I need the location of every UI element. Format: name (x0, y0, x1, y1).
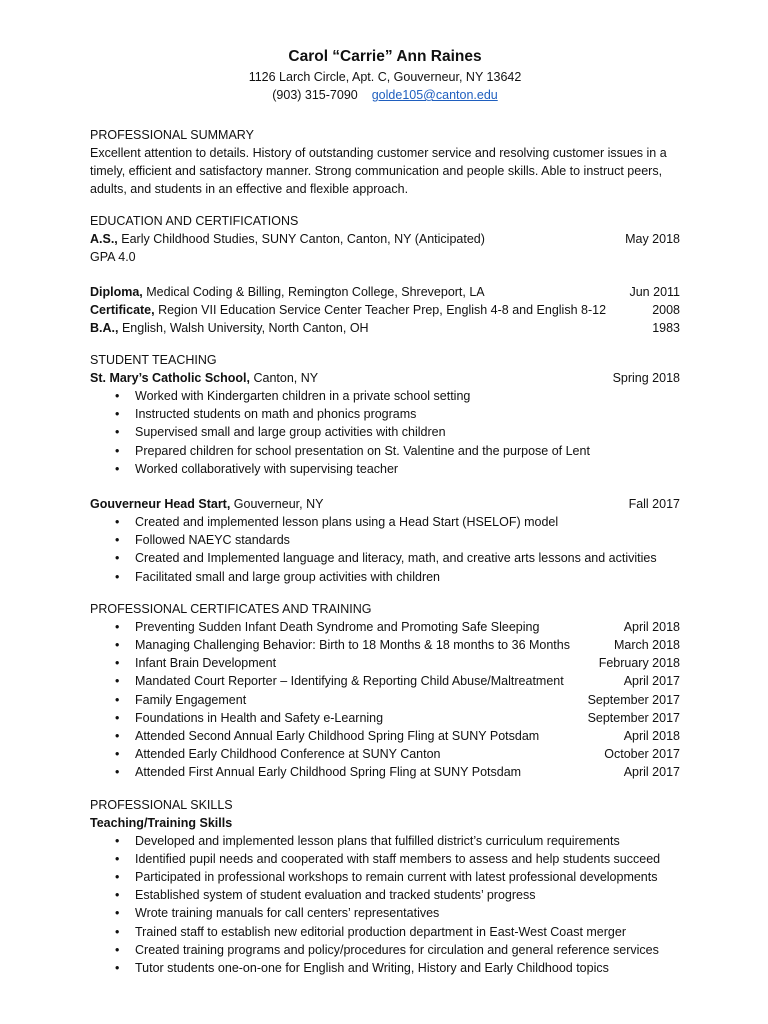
degree: A.S., (90, 232, 118, 246)
list-item: • Followed NAEYC standards (90, 531, 680, 549)
list-item: • Tutor students one-on-one for English and Writing, History and Early Childhood topics (90, 959, 680, 977)
email-link[interactable]: golde105@canton.edu (371, 88, 498, 102)
school-name: St. Mary’s Catholic School, (90, 371, 250, 385)
degree-detail: Early Childhood Studies, SUNY Canton, Canton, NY (Anticipated) (117, 232, 485, 246)
item-text: • Family Engagement (135, 692, 247, 707)
phone: (903) 315-7090 (272, 88, 358, 102)
date: Jun 2011 (629, 285, 680, 299)
date: 2008 (652, 303, 680, 317)
certificates-section (90, 600, 680, 782)
date: Fall 2017 (628, 497, 680, 512)
list-item: • Established system of student evaluation and tracked students’ progress (90, 886, 680, 904)
item-text: • Preventing Sudden Infant Death Syndrome and Promoting Safe Sleeping (135, 619, 540, 634)
resume-page (90, 46, 680, 977)
date: May 2018 (625, 232, 680, 246)
list-item: • Developed and implemented lesson plans that fulfilled district’s curriculum requirements (90, 832, 680, 850)
resume-header (90, 46, 680, 104)
school-name: Gouverneur Head Start, (90, 497, 231, 512)
list-item: • Prepared children for school presentation on St. Valentine and the purpose of Lent (90, 442, 680, 460)
degree: Diploma, (90, 285, 143, 299)
date: 1983 (652, 321, 680, 335)
list-item: • Participated in professional workshops to remain current with latest professional developments (90, 868, 680, 886)
contact-line (90, 86, 680, 104)
item-text: • Mandated Court Reporter – Identifying & Reporting Child Abuse/Maltreatment (135, 674, 564, 689)
summary-section (90, 126, 680, 198)
list-item (90, 727, 680, 745)
list-item (90, 745, 680, 763)
list-item (90, 636, 680, 654)
bullet-list (90, 513, 680, 586)
skills-list (90, 832, 680, 978)
date: Spring 2018 (612, 371, 680, 385)
list-item: • Worked with Kindergarten children in a private school setting (90, 387, 680, 405)
list-item (90, 709, 680, 727)
list-item: • Worked collaboratively with supervising teacher (90, 460, 680, 478)
education-entry (90, 301, 680, 319)
degree-detail: English, Walsh University, North Canton, OH (118, 321, 369, 335)
list-item: • Wrote training manuals for call centers’ representatives (90, 904, 680, 922)
school-location: Gouverneur, NY (230, 497, 324, 512)
list-item: • Created training programs and policy/procedures for circulation and general reference services (90, 941, 680, 959)
education-entry (90, 283, 680, 301)
summary-text: Excellent attention to details. History of outstanding customer service and resolving customer issues in a timely, efficient and satisfactory manner. Strong communication and people skills. Able to instruct peers, adults, and students in an effective and flexible approach. (90, 146, 667, 196)
degree-detail: Medical Coding & Billing, Remington College, Shreveport, LA (142, 285, 485, 299)
item-date: April 2018 (623, 619, 680, 634)
student-teaching-section (90, 351, 680, 586)
section-title: PROFESSIONAL CERTIFICATES AND TRAINING (90, 601, 372, 616)
list-item: • Facilitated small and large group activities with children (90, 568, 680, 586)
list-item: • Identified pupil needs and cooperated with staff members to assess and help students succeed (90, 850, 680, 868)
item-text: • Attended Second Annual Early Childhood Spring Fling at SUNY Potsdam (135, 729, 540, 744)
item-date: April 2018 (623, 729, 680, 744)
list-item: • Trained staff to establish new editorial production department in East-West Coast merger (90, 923, 680, 941)
skills-section (90, 796, 680, 978)
section-title: STUDENT TEACHING (90, 353, 217, 367)
bullet-list (90, 387, 680, 478)
degree: B.A., (90, 321, 119, 335)
section-title: PROFESSIONAL SKILLS (90, 797, 233, 812)
item-date: September 2017 (587, 692, 680, 707)
list-item: • Instructed students on math and phonics programs (90, 405, 680, 423)
section-title: PROFESSIONAL SUMMARY (90, 128, 254, 142)
section-title: EDUCATION AND CERTIFICATIONS (90, 214, 299, 228)
education-entry (90, 230, 680, 248)
certificates-list (90, 618, 680, 782)
placement-heading (90, 369, 680, 387)
item-text: • Attended First Annual Early Childhood Spring Fling at SUNY Potsdam (135, 765, 522, 780)
list-item: • Supervised small and large group activities with children (90, 423, 680, 441)
item-date: April 2017 (623, 674, 680, 689)
school-location: Canton, NY (250, 371, 319, 385)
item-text: • Managing Challenging Behavior: Birth to 18 Months & 18 months to 36 Months (135, 638, 570, 653)
education-entry (90, 319, 680, 337)
item-date: April 2017 (623, 765, 680, 780)
list-item: • Created and Implemented language and literacy, math, and creative arts lessons and activities (90, 549, 680, 567)
skills-subtitle: Teaching/Training Skills (90, 815, 233, 830)
list-item (90, 763, 680, 781)
education-section (90, 212, 680, 337)
list-item (90, 618, 680, 636)
item-text: • Attended Early Childhood Conference at SUNY Canton (135, 747, 441, 762)
item-date: October 2017 (604, 747, 680, 762)
item-date: March 2018 (613, 638, 680, 653)
degree: Certificate, (90, 303, 155, 317)
item-text: • Foundations in Health and Safety e-Learning (135, 710, 384, 725)
address: 1126 Larch Circle, Apt. C, Gouverneur, NY 13642 (248, 70, 522, 84)
placement-heading (90, 495, 680, 513)
degree-detail: Region VII Education Service Center Teacher Prep, English 4-8 and English 8-12 (154, 303, 607, 317)
item-text: • Infant Brain Development (135, 656, 277, 671)
list-item (90, 672, 680, 690)
list-item: • Created and implemented lesson plans using a Head Start (HSELOF) model (90, 513, 680, 531)
list-item (90, 691, 680, 709)
item-date: February 2018 (598, 656, 680, 671)
list-item (90, 654, 680, 672)
gpa: GPA 4.0 (90, 250, 136, 264)
item-date: September 2017 (587, 710, 680, 725)
candidate-name: Carol “Carrie” Ann Raines (288, 48, 482, 65)
